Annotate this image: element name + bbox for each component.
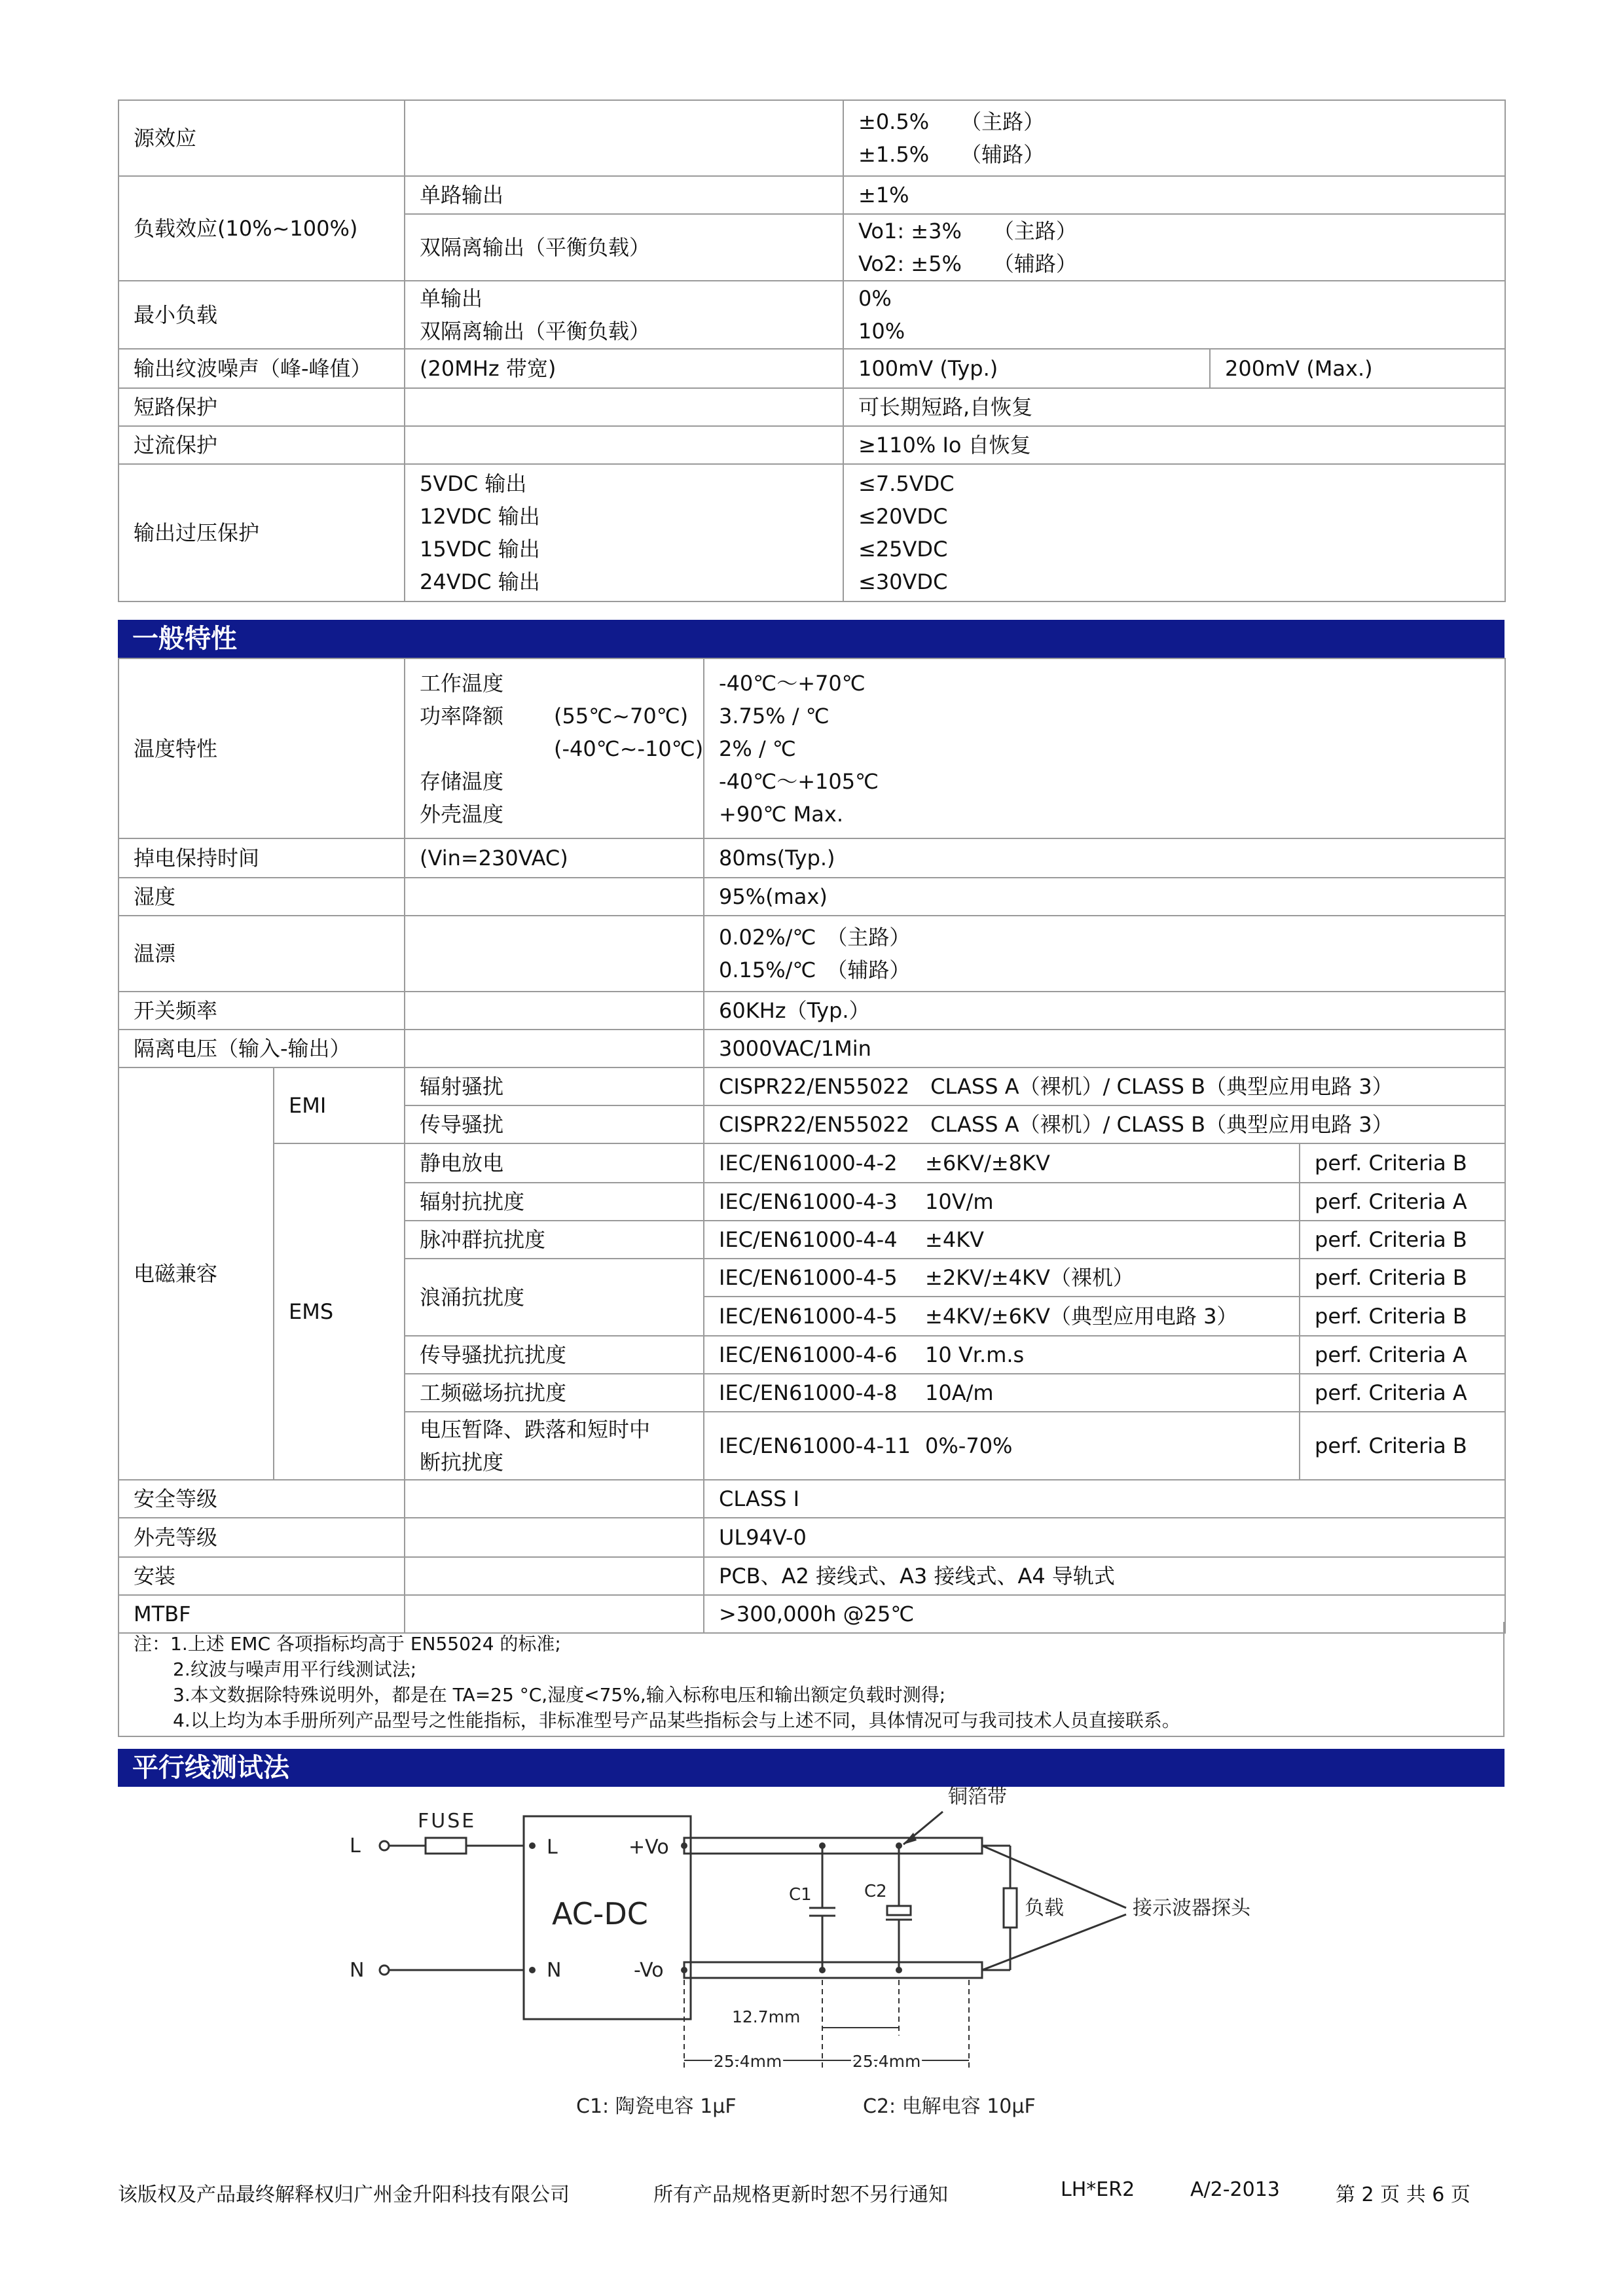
module-l-label: L bbox=[547, 1836, 558, 1859]
caption-c2: C2: 电解电容 10μF bbox=[863, 2095, 1036, 2118]
section-heading-general: 一般特性 bbox=[118, 620, 1504, 658]
row-label: 输出纹波噪声（峰-峰值） bbox=[119, 349, 405, 388]
dim-25-4-b: 25.4mm bbox=[852, 2052, 921, 2071]
note-line: 3.本文数据除特殊说明外，都是在 TA=25 °C,湿度<75%,输入标称电压和输出额定负载时测得; bbox=[173, 1684, 946, 1706]
row-label: 输出过压保护 bbox=[119, 464, 405, 601]
output-spec-table: 源效应 ±0.5% （主路） ±1.5% （辅路） 负载效应(10%~100%) 单路输出 ±1% 双隔离输出（平衡负载） Vo1: ±3% （主路） Vo2: ±5% （辅路） 最小负载 单输出 双隔离输出（平衡负载） 0% 10% 输出纹波噪声（峰-峰值） (20MHz 带宽) 100mV (Typ.) 200mV (Max.) 短路保护 可长期短路,自恢复 过流保护 ≥110% Io 自恢复 输出过压保护 5VDC 输出 12VDC 输出 15VDC 输出 24VDC 输出 ≤7.5VDC ≤20VDC ≤25VDC ≤30VDC bbox=[118, 99, 1506, 602]
row-label: 过流保护 bbox=[119, 426, 405, 464]
fuse-label: FUSE bbox=[418, 1810, 477, 1833]
row-label: 短路保护 bbox=[119, 388, 405, 426]
row-label: 负载效应(10%~100%) bbox=[119, 176, 405, 281]
row-label: 掉电保持时间 bbox=[119, 838, 405, 878]
footer-revision: A/2-2013 bbox=[1190, 2178, 1280, 2201]
load-resistor bbox=[1004, 1888, 1017, 1928]
load-label: 负载 bbox=[1025, 1897, 1064, 1920]
caption-c1: C1: 陶瓷电容 1μF bbox=[576, 2095, 737, 2118]
terminal-l-circle bbox=[380, 1841, 389, 1850]
terminal-n-circle bbox=[380, 1965, 389, 1975]
c2-electrolytic-symbol bbox=[887, 1906, 911, 1915]
row-label: 温度特性 bbox=[119, 658, 405, 838]
row-label: 源效应 bbox=[119, 100, 405, 176]
row-label: 隔离电压（输入-输出） bbox=[119, 1030, 405, 1067]
note-line: 注：1.上述 EMC 各项指标均高于 EN55024 的标准; bbox=[134, 1633, 561, 1655]
footer-copyright: 该版权及产品最终解释权归广州金升阳科技有限公司 bbox=[118, 2183, 570, 2206]
footer-model: LH*ER2 bbox=[1061, 2178, 1135, 2201]
module-name: AC-DC bbox=[552, 1896, 648, 1931]
copper-strip-top bbox=[684, 1838, 982, 1854]
vo-minus-label: -Vo bbox=[634, 1959, 664, 1982]
emc-label: 电磁兼容 bbox=[119, 1067, 274, 1480]
copper-strip-bottom bbox=[684, 1962, 982, 1978]
row-label: 开关频率 bbox=[119, 992, 405, 1030]
probe-label: 接示波器探头 bbox=[1133, 1897, 1250, 1920]
row-label: MTBF bbox=[119, 1595, 405, 1633]
dim-12-7: 12.7mm bbox=[732, 2007, 801, 2026]
row-label: 外壳等级 bbox=[119, 1518, 405, 1557]
row-label: 湿度 bbox=[119, 878, 405, 916]
row-label: 安装 bbox=[119, 1557, 405, 1595]
c1-label: C1 bbox=[789, 1885, 812, 1905]
row-label: 安全等级 bbox=[119, 1480, 405, 1518]
ems-label: EMS bbox=[274, 1143, 405, 1480]
fuse-symbol bbox=[426, 1838, 466, 1854]
section-heading-parallel: 平行线测试法 bbox=[118, 1749, 1504, 1787]
terminal-l-label: L bbox=[350, 1835, 361, 1857]
footer-notice: 所有产品规格更新时恕不另行通知 bbox=[653, 2183, 948, 2206]
module-n-label: N bbox=[547, 1959, 562, 1982]
note-line: 4.以上均为本手册所列产品型号之性能指标，非标准型号产品某些指标会与上述不同，具体情况可与我司技术人员直接联系。 bbox=[173, 1710, 1180, 1731]
general-spec-table: 温度特性 工作温度 功率降额 (55℃~70℃) (-40℃~-10℃) 存储温度 外壳温度 -40℃～+70℃ 3.75% / ℃ 2% / ℃ -40℃～+105℃ +90℃ Max. 掉电保持时间 (Vin=230VAC) 80ms(Typ.) 湿度 95%(max) 温漂 0.02%/℃ （主路） 0.15%/℃ （辅路） 开关频率 60KHz（Typ.） 隔离电压（输入-输出） 3000VAC/1Min 电磁兼容 EMI 辐射骚扰 CISPR22/EN55022 CLASS A（裸机）/ CLASS B（典型应用电路 3） 传导骚扰 CISPR22/EN55022 CLASS A（裸机）/ CLASS B（典型应用电路 3） EMS 静电放电 IEC/EN61000-4-2 ±6KV/±8KV perf. Criteria B 辐射抗扰度 IEC/EN61000-4-3 10V/m perf. Criteria A 脉冲群抗扰度 IEC/EN61000-4-4 ±4KV perf. Criteria B 浪涌抗扰度 IEC/EN61000-4-5 ±2KV/±4KV（裸机） perf. Criteria B IEC/EN61000-4-5 ±4KV/±6KV（典型应用电路 3） perf. Criteria B 传导骚扰抗扰度 IEC/EN61000-4-6 10 Vr.m.s perf. Criteria A 工频磁场抗扰度 IEC/EN61000-4-8 10A/m perf. Criteria A 电压暂降、跌落和短时中 断抗扰度 IEC/EN61000-4-11 0%-70% perf. Criteria B 安全等级 CLASS Ⅰ 外壳等级 UL94V-0 安装 PCB、A2 接线式、A3 接线式、A4 导轨式 MTBF >300,000h @25℃ bbox=[118, 658, 1506, 1634]
row-label: 温漂 bbox=[119, 916, 405, 992]
row-label: 最小负载 bbox=[119, 281, 405, 349]
emi-label: EMI bbox=[274, 1067, 405, 1143]
vo-plus-label: +Vo bbox=[629, 1836, 669, 1859]
footer-page-number: 第 2 页 共 6 页 bbox=[1336, 2183, 1470, 2206]
c2-label: C2 bbox=[864, 1882, 887, 1901]
copper-tape-label: 铜箔带 bbox=[948, 1785, 1007, 1808]
note-line: 2.纹波与噪声用平行线测试法; bbox=[173, 1659, 417, 1680]
dim-25-4-a: 25.4mm bbox=[714, 2052, 782, 2071]
terminal-n-label: N bbox=[350, 1959, 365, 1982]
